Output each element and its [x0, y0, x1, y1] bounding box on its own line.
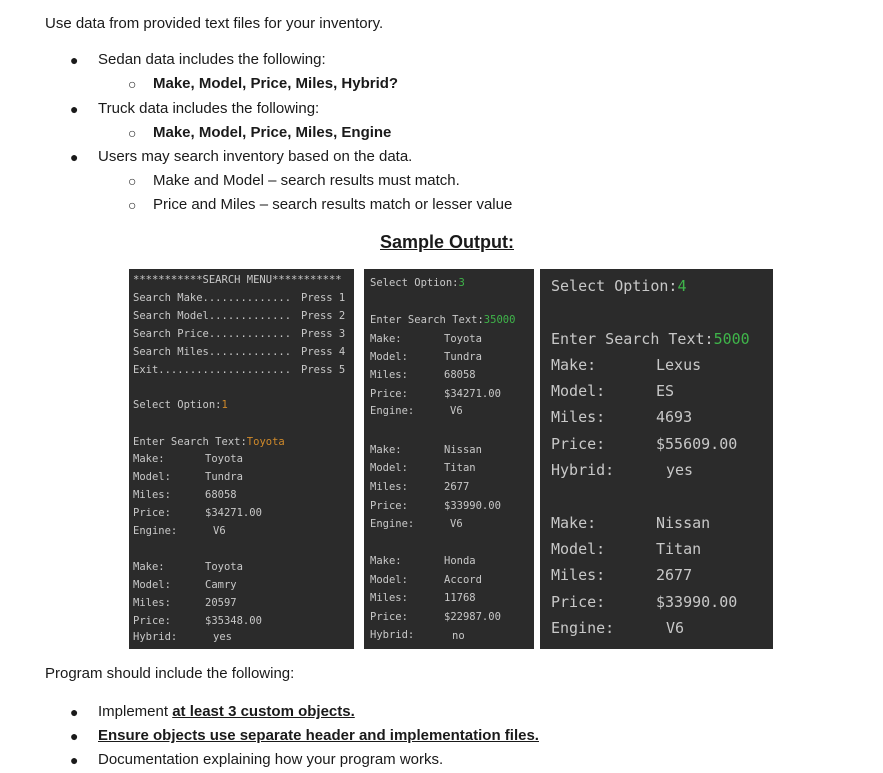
result-value: Nissan [656, 514, 711, 532]
result-value: yes [213, 631, 232, 643]
program-heading: Program should include the following: [45, 665, 295, 682]
bullet-dot: ● [70, 728, 79, 744]
result-label: Make: [551, 356, 597, 374]
result-label: Engine: [370, 518, 415, 530]
result-value: yes [666, 461, 694, 479]
select-value: 3 [458, 277, 465, 289]
result-value: 68058 [444, 369, 476, 381]
sample-output-heading: Sample Output: [380, 232, 514, 252]
result-value: $33990.00 [656, 593, 738, 611]
result-value: no [452, 630, 465, 642]
terminal-panel-1 [129, 269, 354, 649]
menu-item-label: Search Price............. [133, 328, 292, 340]
bullet-dot: ● [70, 101, 79, 117]
result-value: $34271.00 [205, 507, 262, 519]
result-label: Model: [370, 351, 408, 363]
result-label: Price: [551, 593, 606, 611]
result-value: $33990.00 [444, 500, 501, 512]
requirement-emphasis: at least 3 custom objects. [172, 703, 355, 720]
terminal-panel-2 [364, 269, 534, 649]
bullet-dot: ● [70, 704, 79, 720]
sedan-fields: Make, Model, Price, Miles, Hybrid? [153, 75, 399, 92]
result-label: Hybrid: [551, 461, 615, 479]
search-text [551, 330, 750, 348]
result-value: 2677 [656, 566, 693, 584]
select-value: 1 [221, 399, 228, 411]
result-label: Miles: [370, 369, 408, 381]
result-value: Toyota [444, 333, 482, 345]
result-label: Price: [370, 611, 408, 623]
result-label: Model: [551, 382, 606, 400]
menu-item-key: Press 5 [301, 364, 346, 376]
menu-item-label: Exit..................... [133, 364, 292, 376]
menu-item-key: Press 3 [301, 328, 346, 340]
result-value: ES [656, 382, 675, 400]
result-label: Model: [133, 579, 171, 591]
menu-title: ***********SEARCH MENU*********** [133, 274, 342, 286]
intro-text: Use data from provided text files for your inventory. [45, 15, 384, 32]
search-make-rule: Make and Model – search results must match. [153, 172, 460, 189]
search-price-rule: Price and Miles – search results match or lesser value [153, 196, 513, 213]
result-label: Make: [370, 444, 402, 456]
circle-bullet: ○ [128, 125, 137, 141]
result-label: Model: [370, 574, 408, 586]
result-label: Engine: [133, 525, 178, 537]
result-value: $55609.00 [656, 435, 738, 453]
result-value: Camry [205, 579, 237, 591]
search-label: Enter Search Text: [133, 436, 247, 448]
select-label: Select Option: [551, 277, 678, 295]
bullet-dot: ● [70, 52, 79, 68]
result-label: Price: [133, 507, 171, 519]
circle-bullet: ○ [128, 173, 137, 189]
result-label: Model: [133, 471, 171, 483]
select-label: Select Option: [133, 399, 222, 411]
result-value: 2677 [444, 481, 470, 493]
menu-item-key: Press 2 [301, 310, 346, 322]
result-label: Price: [370, 500, 408, 512]
result-label: Miles: [551, 408, 606, 426]
result-value: Honda [444, 555, 476, 567]
result-value: Tundra [205, 471, 243, 483]
result-value: V6 [666, 619, 685, 637]
menu-item-label: Search Make.............. [133, 292, 292, 304]
result-label: Price: [551, 435, 606, 453]
search-label: Enter Search Text: [370, 314, 484, 326]
bullet-dot: ● [70, 149, 79, 165]
requirement-docs: Documentation explaining how your program works. [98, 751, 444, 768]
requirement-prefix: Implement [98, 703, 173, 720]
result-value: 68058 [205, 489, 237, 501]
result-value: Toyota [205, 453, 243, 465]
result-value: V6 [450, 405, 463, 417]
sedan-heading: Sedan data includes the following: [98, 51, 326, 68]
menu-item-key: Press 1 [301, 292, 346, 304]
result-value: Lexus [656, 356, 702, 374]
result-value: Accord [444, 574, 482, 586]
result-value: Titan [444, 462, 476, 474]
result-value: $22987.00 [444, 611, 501, 623]
result-label: Hybrid: [370, 629, 415, 641]
menu-item-label: Search Model............. [133, 310, 292, 322]
result-label: Model: [370, 462, 408, 474]
search-value: Toyota [246, 436, 285, 448]
select-option [133, 399, 228, 411]
result-label: Make: [133, 453, 165, 465]
result-value: V6 [450, 518, 463, 530]
result-label: Miles: [551, 566, 606, 584]
search-heading: Users may search inventory based on the data. [98, 148, 413, 165]
select-option [370, 277, 465, 289]
result-value: 11768 [444, 592, 476, 604]
result-label: Miles: [133, 597, 171, 609]
result-label: Make: [370, 555, 402, 567]
result-value: Titan [656, 540, 702, 558]
result-value: Nissan [444, 444, 482, 456]
select-label: Select Option: [370, 277, 459, 289]
circle-bullet: ○ [128, 197, 137, 213]
result-label: Miles: [370, 592, 408, 604]
result-label: Make: [133, 561, 165, 573]
terminal-panel-3 [540, 269, 773, 649]
result-label: Hybrid: [133, 631, 178, 643]
select-option [551, 277, 686, 295]
result-label: Price: [370, 388, 408, 400]
result-value: 4693 [656, 408, 693, 426]
requirement-files: Ensure objects use separate header and implementation files. [98, 727, 539, 744]
result-value: $34271.00 [444, 388, 501, 400]
bullet-dot: ● [70, 752, 79, 768]
result-label: Make: [370, 333, 402, 345]
search-text [370, 314, 515, 326]
search-text [133, 436, 285, 448]
result-value: 20597 [205, 597, 237, 609]
circle-bullet: ○ [128, 76, 137, 92]
search-value: 5000 [713, 330, 750, 348]
result-label: Price: [133, 615, 171, 627]
truck-fields: Make, Model, Price, Miles, Engine [153, 124, 392, 141]
result-label: Model: [551, 540, 606, 558]
search-label: Enter Search Text: [551, 330, 714, 348]
result-label: Make: [551, 514, 597, 532]
menu-item-label: Search Miles............. [133, 346, 292, 358]
requirement-objects [98, 703, 355, 720]
search-value: 35000 [483, 314, 516, 326]
result-label: Miles: [370, 481, 408, 493]
truck-heading: Truck data includes the following: [98, 100, 320, 117]
result-value: $35348.00 [205, 615, 262, 627]
result-value: Toyota [205, 561, 243, 573]
menu-item-key: Press 4 [301, 346, 346, 358]
select-value: 4 [677, 277, 687, 295]
result-label: Engine: [551, 619, 615, 637]
result-value: V6 [213, 525, 226, 537]
result-label: Miles: [133, 489, 171, 501]
result-label: Engine: [370, 405, 415, 417]
result-value: Tundra [444, 351, 482, 363]
